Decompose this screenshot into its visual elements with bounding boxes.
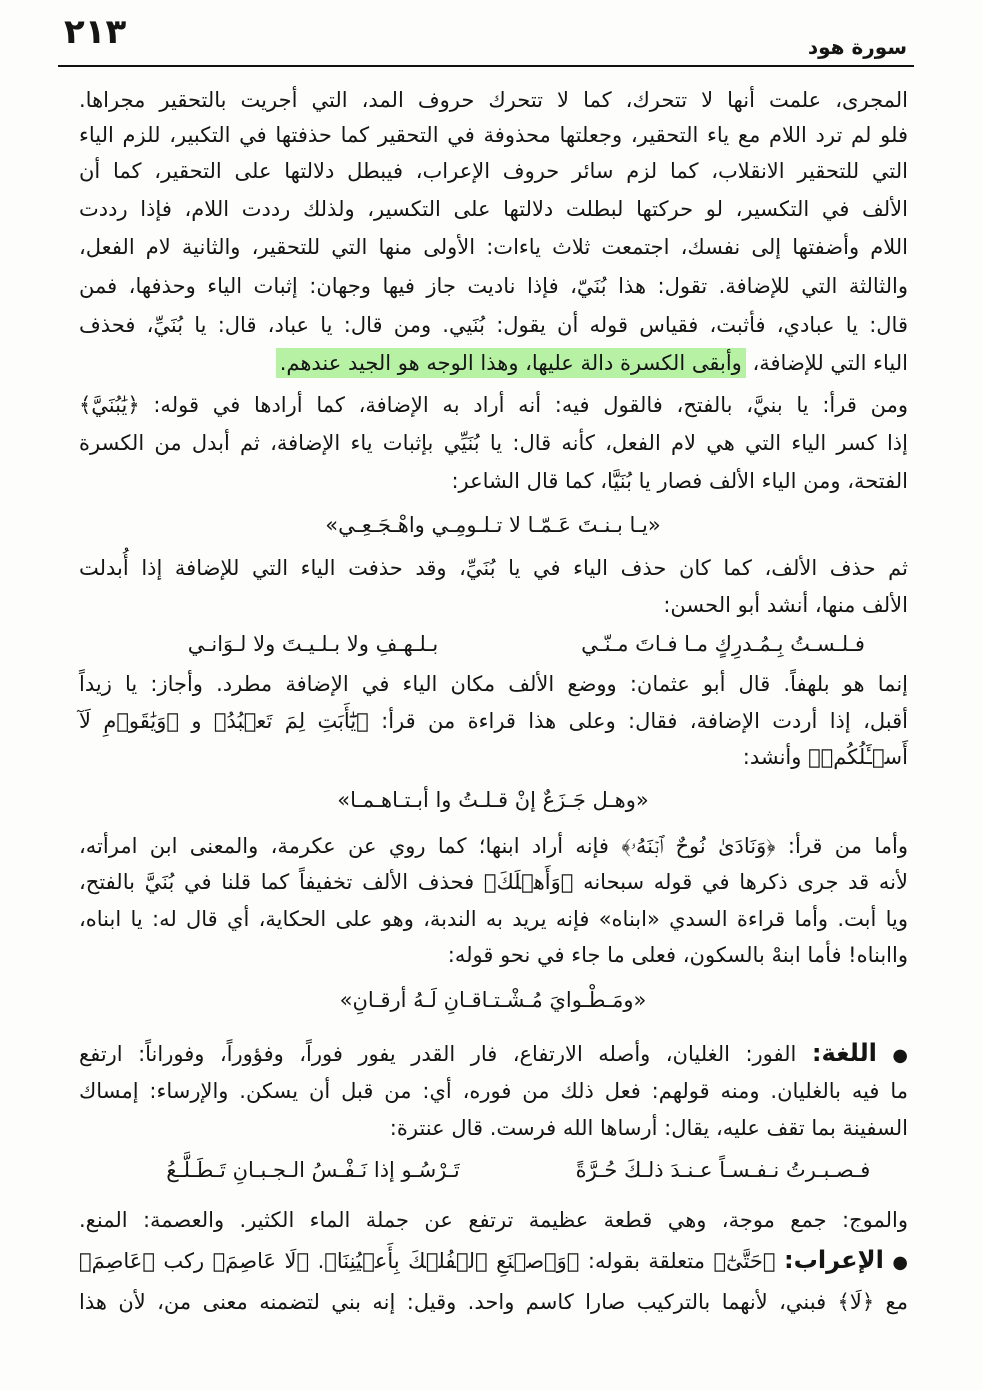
line-text: [79, 1242, 908, 1281]
line-text: التي للتحقير الانقلاب، كما لزم سائر حروف الإعراب، فيبطل دلالتها على التحقير، كما أن: [78, 159, 908, 183]
verse-text: «يـا بـنـتَ عَـمّـا لا تـلـومِـي واهْـجَـعِـي»: [325, 513, 661, 537]
verse-line: [78, 507, 908, 543]
section-heading: الإعراب:: [783, 1246, 884, 1274]
section-heading: اللغة:: [811, 1039, 877, 1067]
verse-text: «ومَـطْـوايَ مُـشْـتـاقـانِ لَـهُ أرقـانِ»: [339, 988, 647, 1012]
text-line: [78, 1202, 908, 1238]
line-text: أقبل، إذا أردت الإضافة، فقال: وعلى هذا قراءة من قرأ: ﴿يَٰٓأَبَتِ لِمَ تَعۡبُدُ﴾ و ﴿وَيَٰقَوۡمِ لَآ: [79, 709, 908, 733]
text-line: [78, 191, 908, 227]
second-hemistich: [128, 1152, 498, 1188]
highlighted-passage: وأبقى الكسرة دالة عليها، وهذا الوجه هو الجيد عندهم.: [276, 348, 746, 378]
text-line: [78, 307, 908, 343]
line-text: قال: يا عبادي، فأثبت، فقياس قوله أن يقول: بُنَيي. ومن قال: يا عباد، قال: يا بُنَيِّ، فحذف: [79, 313, 908, 337]
section-line: [78, 1242, 908, 1278]
line-segment: الياء التي للإضافة،: [752, 351, 908, 375]
second-hemistich: [128, 626, 498, 662]
line-text: السفينة بما تقف عليه، يقال: أرساها الله فرست. قال عنترة:: [389, 1116, 908, 1140]
bullet-icon: ●: [892, 1252, 908, 1273]
line-text: ثم حذف الألف، كما كان حذف الياء في يا بُنَيِّ، وقد حذفت الياء التي للإضافة إذا أُبدلت: [79, 556, 908, 580]
verse-couplet: [78, 1152, 908, 1188]
text-line: [78, 587, 908, 623]
text-line: [78, 666, 908, 702]
hemistich-text: فـلـسـتُ بِـمُـدرِكٍ مـا فـاتَ مـنّـي: [581, 632, 865, 656]
line-text: وأما من قرأ: ﴿وَنَادَىٰ نُوحٌ ٱبۡنَهُۥ﴾ فإنه أراد ابنها؛ كما روي عن عكرمة، والمعنى ابن امرأته،: [79, 834, 908, 858]
text-line: [78, 739, 908, 775]
line-text: الألف منها، أنشد أبو الحسن:: [663, 593, 908, 617]
verse-text: «وهـل جَـزَعٌ إنْ قـلـتُ وا أبـتـاهـمـا»: [337, 788, 649, 812]
line-text: إذا كسر الياء التي هي لام الفعل، كأنه قال: يا بُنَيِّي بإثبات ياء الإضافة، ثم أبدل من الكسرة: [79, 431, 908, 455]
line-text: الألف في التكسير، لو حركتها لبطلت دلالتها على التكسير، ولذلك رددت اللام، فإذا رددت: [78, 197, 908, 221]
text-line: [78, 268, 908, 304]
text-line: [78, 1110, 908, 1146]
verse-line: [78, 782, 908, 818]
running-title: سورة هود: [807, 35, 907, 59]
text-line: [78, 550, 908, 586]
text-line: [78, 1284, 908, 1320]
line-text: [276, 345, 908, 381]
text-line: [78, 864, 908, 900]
line-text: أَسۡـَٔلُكُمۡ﴾ وأنشد:: [742, 745, 908, 769]
line-text: [79, 1035, 908, 1074]
first-hemistich: [538, 626, 908, 662]
section-line: [78, 1035, 908, 1071]
line-segment: الفور: الغليان، وأصله الارتفاع، فار القدر يفور فوراً، وفؤوراً، وفوراناً: ارتفع: [79, 1042, 797, 1066]
text-line: [78, 425, 908, 461]
first-hemistich: [538, 1152, 908, 1188]
header-rule: [58, 65, 914, 67]
line-text: واابناه! فأما ابنهْ بالسكون، فعلى ما جاء في نحو قوله:: [447, 943, 908, 967]
text-line: [78, 229, 908, 265]
line-text: ومن قرأ: يا بنيَّ، بالفتح، فالقول فيه: أنه أراد به الإضافة، كما أرادها في قوله: ﴿يَٰبُنَيَّ﴾: [79, 393, 908, 417]
hemistich-text: فـصـبـرتُ نـفـسـاً عـنـدَ ذلـكَ حُـرَّةً: [575, 1158, 871, 1182]
line-text: فلو لم ترد اللام مع ياء التحقير، وجعلتها محذوفة في التحقير كما حذفتها في التكبير، للزم الياء: [78, 123, 908, 147]
text-line: [78, 463, 908, 499]
bullet-icon: ●: [892, 1045, 908, 1066]
line-text: مع ﴿لَا﴾ فبني، لأنهما بالتركيب صارا كاسم واحد. وقيل: إنه بني لتضمنه معنى من، لأن هذا: [78, 1290, 908, 1314]
text-line: [78, 1073, 908, 1109]
text-line: [78, 82, 908, 118]
line-text: الفتحة، ومن الياء الألف فصار يا بُنَيَّا، كما قال الشاعر:: [451, 469, 908, 493]
line-segment: ﴿حَتَّىٰٓ﴾ متعلقة بقوله: ﴿وَٱصۡنَعِ ٱلۡفُلۡكَ بِأَعۡيُنِنَا﴾. ﴿لَا عَاصِمَ﴾ ركب ﴿عَاصِمَ﴾: [79, 1249, 776, 1273]
line-text: ويا أبت. وأما قراءة السدي «ابناه» فإنه يريد به الندبة، وهو على الحكاية، أي قال له: يا ابناه،: [79, 907, 908, 931]
line-text: ما فيه بالغليان. ومنه قولهم: فعل ذلك من فوره، أي: من قبل أن يسكن. والإرساء: إمساك: [79, 1079, 908, 1103]
line-text: والثالثة التي للإضافة. تقول: هذا بُنَيّ، فإذا ناديت جاز فيها وجهان: إثبات الياء وحذفها، فمن: [79, 274, 908, 298]
text-line: [78, 937, 908, 973]
verse-couplet: [78, 626, 908, 662]
text-line: [78, 901, 908, 937]
hemistich-text: بـلـهـفِ ولا بـلـيـتَ ولا لـوَانـي: [187, 632, 439, 656]
text-line: [78, 387, 908, 423]
text-line: [78, 117, 908, 153]
hemistich-text: تَـرْسُـو إذا نَـفْـسُ الـجـبـانِ تَـطَـلَّـعُ: [166, 1158, 460, 1182]
page-number: ٢١٣: [64, 12, 127, 52]
text-line: [78, 703, 908, 739]
line-text: اللام وأضفتها إلى نفسك، اجتمعت ثلاث ياءات: الأولى منها التي للتحقير، والثانية لام الفعل،: [79, 235, 908, 259]
text-line: [78, 153, 908, 189]
line-text: لأنه قد جرى ذكرها في قوله سبحانه ﴿وَأَهۡلَكَ﴾ فحذف الألف تخفيفاً كما قلنا في بُنَيَّ بالفتح،: [79, 870, 908, 894]
verse-line: [78, 982, 908, 1018]
line-text: المجرى، علمت أنها لا تتحرك، كما لا تتحرك حروف المد، التي أجريت بالتحقير مجراها.: [79, 88, 908, 112]
line-text: إنما هو بلهفاً. قال أبو عثمان: ووضع الألف مكان الياء في الإضافة مطرد. وأجاز: يا زيداً: [79, 672, 908, 696]
line-text: والموج: جمع موجة، وهي قطعة عظيمة ترتفع عن جملة الماء الكثير. والعصمة: المنع.: [79, 1208, 908, 1232]
text-line: [78, 828, 908, 864]
text-line: [78, 345, 908, 381]
